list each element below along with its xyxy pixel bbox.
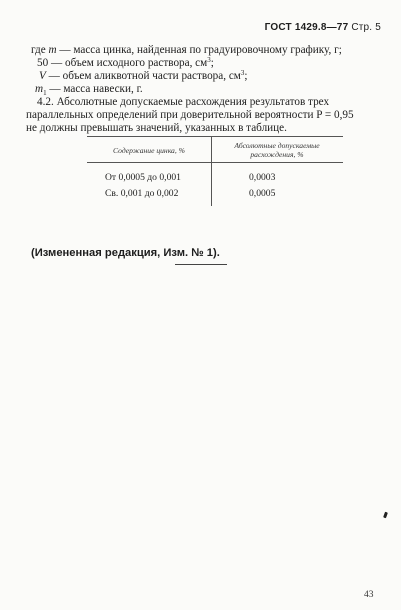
definition-v: V — объем аликвотной части раствора, $см^3$; [39,69,248,82]
table-row-1-value: 0,0003 [249,172,276,183]
table-header-rule [87,162,343,163]
page-label: Стр. 5 [351,22,381,33]
definition-50: 50 — объем исходного раствора, $см^3$; [37,56,214,69]
table-header-content: Содержание цинка, % [113,146,185,155]
ink-mark [383,512,388,519]
clause-line-3: не должны превышать значений, указанных в таблице. [26,122,287,134]
page-number: 43 [364,590,374,600]
definition-m1: $m_1$ — масса навески, г. [35,83,143,98]
standard-code: ГОСТ 1429.8—77 [264,22,349,33]
table-top-rule [87,136,343,137]
definition-m: где m — масса цинка, найденная по градуировочному графику, г; [31,44,342,56]
table-row-1-range: От 0,0005 до 0,001 [105,172,181,183]
revision-note: (Измененная редакция, Изм. № 1). [31,247,220,259]
table-header-tolerance: Абсолютные допускаемые расхождения, % [234,141,320,159]
table-row-2-value: 0,0005 [249,188,276,199]
page-header [265,22,381,33]
clause-line-2: параллельных определений при доверительной вероятности P = 0,95 [26,109,354,121]
table-row-2-range: Св. 0,001 до 0,002 [105,188,179,199]
end-divider [175,264,227,265]
clause-line-1: 4.2. Абсолютные допускаемые расхождения результатов трех [37,96,330,108]
